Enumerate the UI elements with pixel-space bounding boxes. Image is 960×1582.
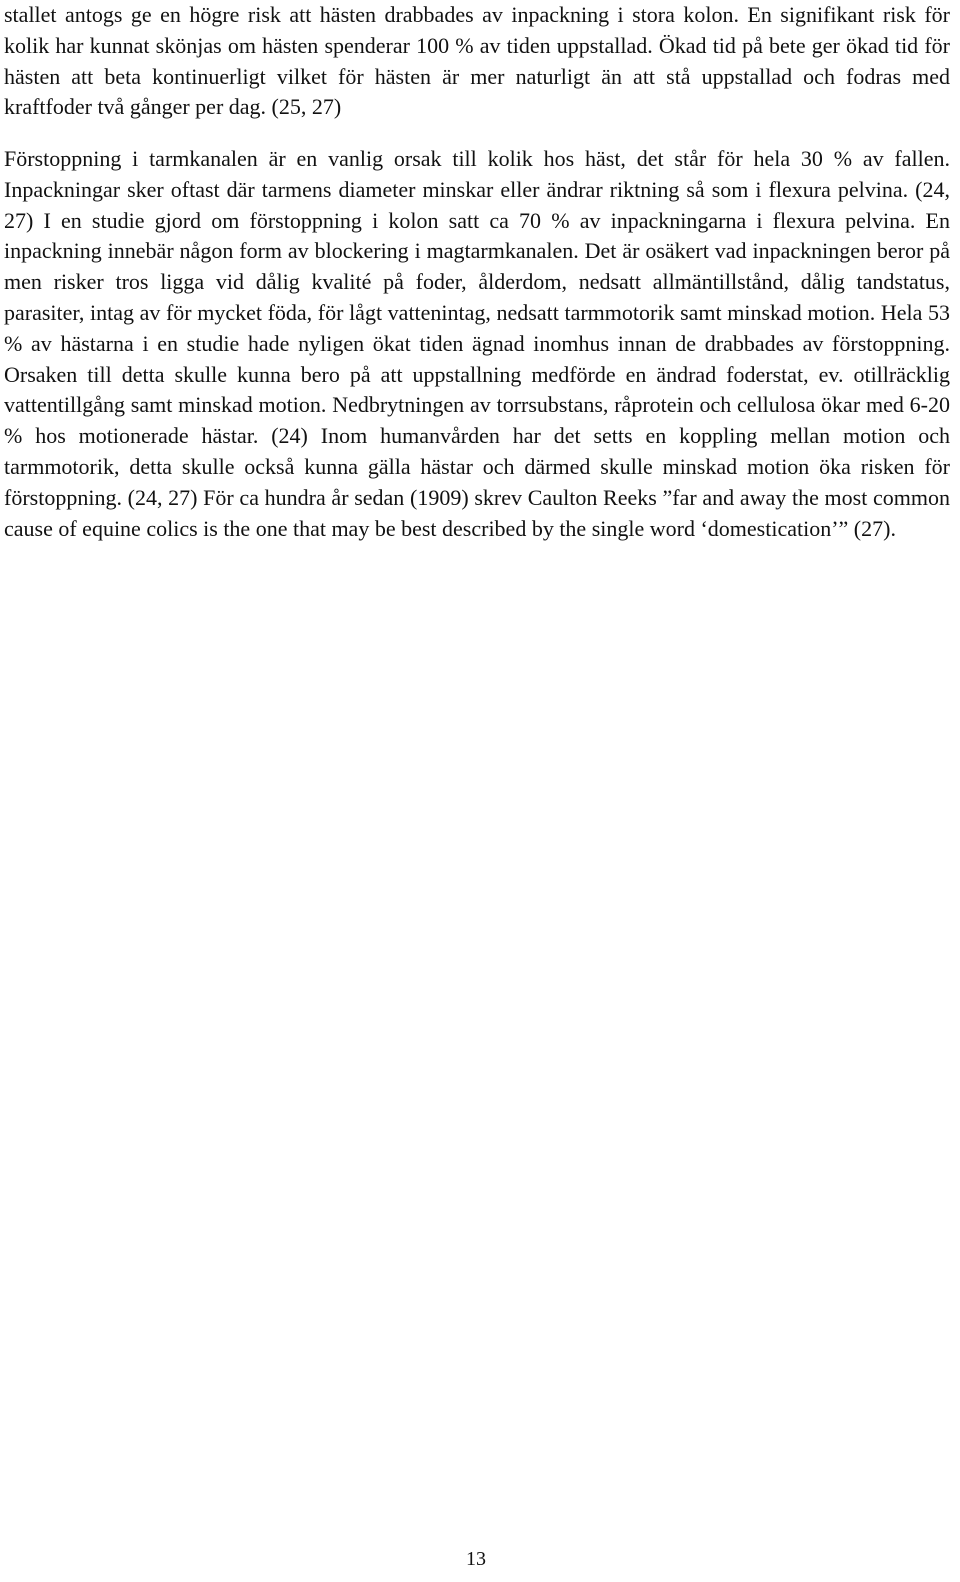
paragraph-2: Förstoppning i tarmkanalen är en vanlig orsak till kolik hos häst, det står för hela 30 % av fallen. Inpackningar sker oftast där tarmens diameter minskar eller ändrar riktning så som i flexura pelvina. (24, 27) I en studie gjord om förstoppning i kolon satt ca 70 % av inpackningarna i flexura pelvina. En inpackning innebär någon form av blockering i magtarmkanalen. Det är osäkert vad inpackningen beror på men risker tros ligga vid dålig kvalité på foder, ålderdom, nedsatt allmäntillstånd, dålig tandstatus, parasiter, intag av för mycket föda, för lågt vattenintag, nedsatt tarmmotorik samt minskad motion. Hela 53 % av hästarna i en studie hade nyligen ökat tiden ägnad inomhus innan de drabbades av förstoppning. Orsaken till detta skulle kunna bero på att uppstallning medförde en ändrad foderstat, ev. otillräcklig vattentillgång samt minskad motion. Nedbrytningen av torrsubstans, råprotein och cellulosa ökar med 6-20 % hos motionerade hästar. (24) Inom humanvården har det setts en koppling mellan motion och tarmmotorik, detta skulle också kunna gälla hästar och därmed skulle minskad motion öka risken för förstoppning. (24, 27) För ca hundra år sedan (1909) skrev Caulton Reeks ”far and away the most common cause of equine colics is the one that may be best described by the single word ‘domestication’” (27). — [4, 146, 950, 541]
paragraph-1: stallet antogs ge en högre risk att hästen drabbades av inpackning i stora kolon. En signifikant risk för kolik har kunnat skönjas om hästen spenderar 100 % av tiden uppstallad. Ökad tid på bete ger ökad tid för hästen att beta kontinuerligt vilket för hästen är mer naturligt än att stå uppstallad och fodras med kraftfoder två gånger per dag. (25, 27) — [4, 2, 950, 120]
page-number: 13 — [466, 1548, 486, 1570]
